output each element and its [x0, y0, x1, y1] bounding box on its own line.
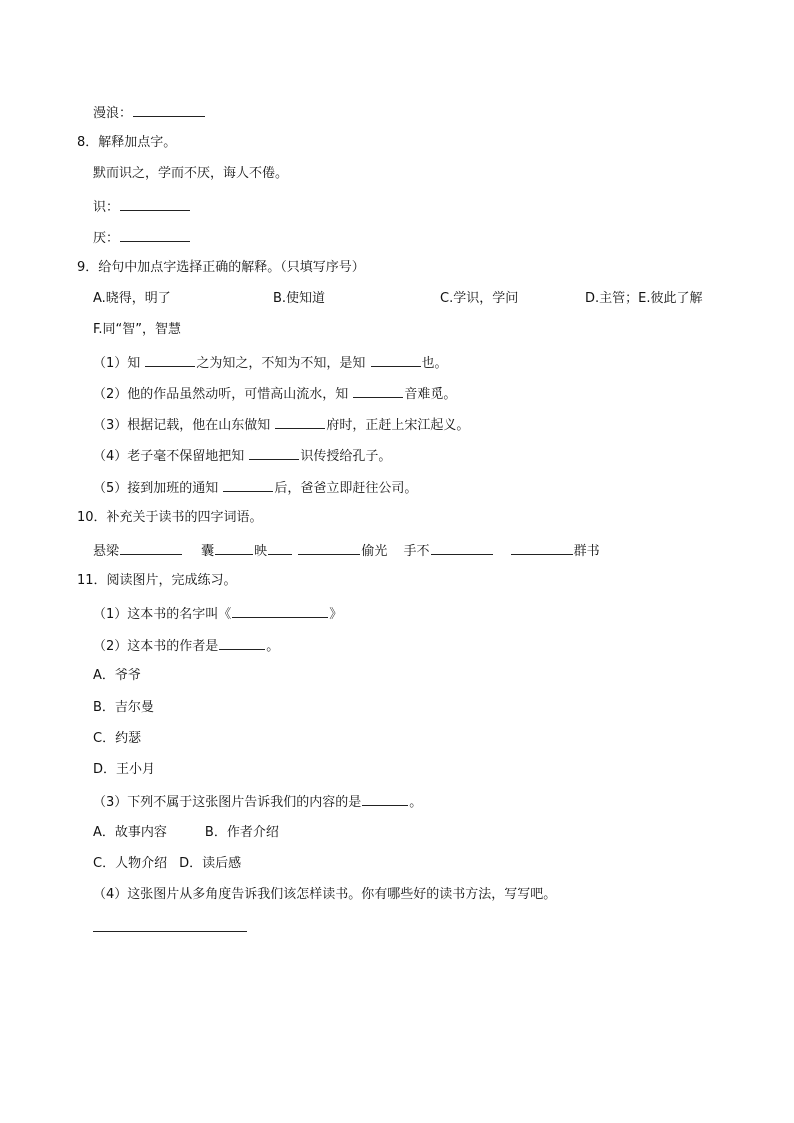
q9-option-f: F.同“智”，智慧 — [93, 322, 181, 337]
answer-blank[interactable] — [232, 604, 328, 618]
answer-blank[interactable] — [120, 541, 182, 555]
answer-blank[interactable] — [511, 541, 573, 555]
q11-2-option-b: B．吉尔曼 — [93, 700, 154, 715]
q11-2-option-c: C．约瑟 — [93, 731, 142, 746]
q11-4-answer-line — [93, 918, 247, 938]
answer-blank[interactable] — [371, 353, 421, 367]
q9-option-de: D.主管；E.彼此了解 — [585, 291, 703, 306]
q10-words: 悬梁 囊 映 偷光 手不 群书 — [93, 541, 600, 561]
q8-sentence: 默而识之，学而不厌，诲人不倦。 — [93, 166, 289, 181]
q11-part-2: （2）这本书的作者是 。 — [93, 636, 279, 656]
q9-sentence-5: （5）接到加班的通知 后，爸爸立即赶往公司。 — [93, 478, 417, 498]
answer-blank[interactable] — [275, 415, 325, 429]
q9-sentence-4: （4）老子毫不保留地把知 识传授给孔子。 — [93, 446, 391, 466]
q11-3-options-row-1: A．故事内容 B．作者介绍 — [93, 825, 279, 840]
answer-blank[interactable] — [298, 541, 360, 555]
answer-blank[interactable] — [431, 541, 493, 555]
q8-shi-line: 识： — [93, 197, 191, 217]
q11-2-option-d: D．王小月 — [93, 762, 156, 777]
answer-blank[interactable] — [215, 541, 253, 555]
q11-part-1: （1）这本书的名字叫《 》 — [93, 604, 342, 624]
q9-sentence-1: （1）知 之为知之，不知为不知，是知 也。 — [93, 353, 448, 373]
answer-blank[interactable] — [120, 197, 190, 211]
answer-blank[interactable] — [219, 636, 265, 650]
q10-title: 10．补充关于读书的四字词语。 — [77, 510, 263, 525]
q11-2-option-a: A．爷爷 — [93, 668, 141, 683]
q11-3-options-row-2: C．人物介绍 D．读后感 — [93, 856, 242, 871]
q11-title: 11．阅读图片，完成练习。 — [77, 573, 237, 588]
q8-yan-line: 厌： — [93, 228, 191, 248]
q11-part-4: （4）这张图片从多角度告诉我们该怎样读书。你有哪些好的读书方法，写写吧。 — [93, 887, 557, 902]
q9-option-a: A.晓得，明了 — [93, 291, 171, 306]
answer-blank[interactable] — [353, 384, 403, 398]
answer-blank[interactable] — [223, 478, 273, 492]
q9-title: 9．给句中加点字选择正确的解释。（只填写序号） — [77, 260, 365, 275]
answer-blank[interactable] — [145, 353, 195, 367]
q9-sentence-3: （3）根据记载，他在山东做知 府时，正赶上宋江起义。 — [93, 415, 469, 435]
q9-option-c: C.学识，学问 — [440, 291, 519, 306]
answer-blank[interactable] — [249, 446, 299, 460]
q11-part-3: （3）下列不属于这张图片告诉我们的内容的是 。 — [93, 792, 422, 812]
answer-blank[interactable] — [120, 228, 190, 242]
q9-option-b: B.使知道 — [273, 291, 326, 306]
answer-blank[interactable] — [93, 918, 247, 932]
manlang-line: 漫浪： — [93, 103, 206, 123]
q8-title: 8．解释加点字。 — [77, 135, 177, 150]
q9-sentence-2: （2）他的作品虽然动听，可惜高山流水，知 音难觅。 — [93, 384, 456, 404]
answer-blank[interactable] — [362, 792, 408, 806]
answer-blank[interactable] — [133, 103, 205, 117]
answer-blank[interactable] — [268, 541, 292, 555]
